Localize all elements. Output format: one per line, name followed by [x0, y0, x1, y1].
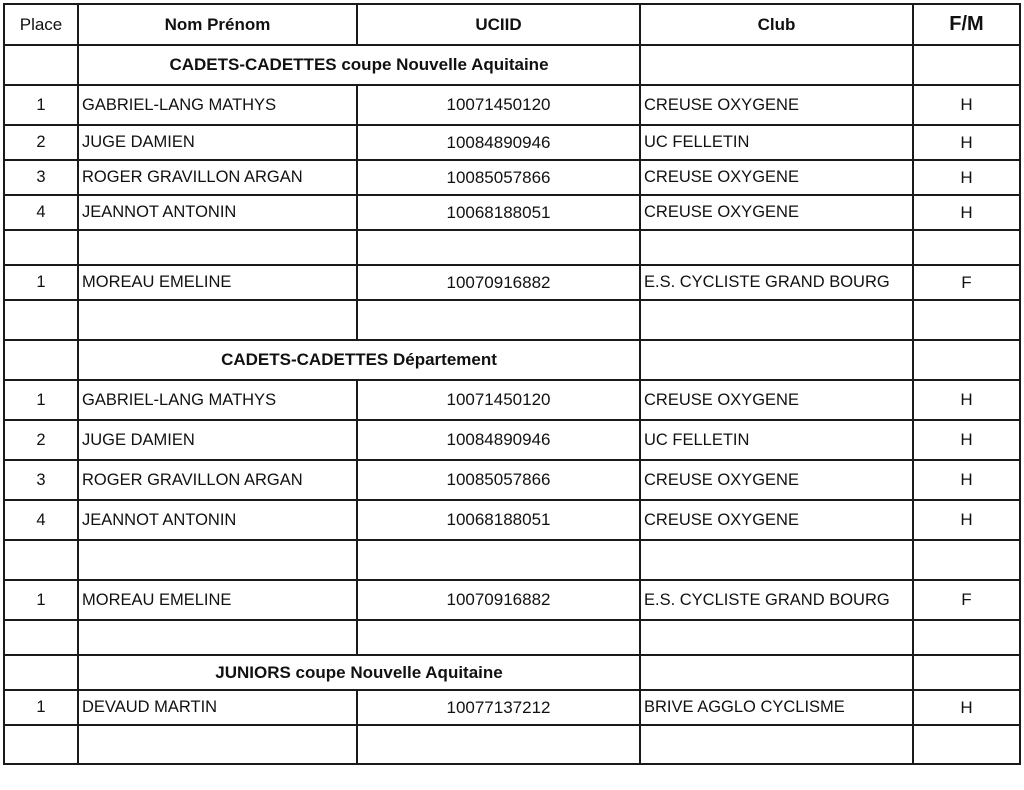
table-row [4, 690, 1020, 725]
table-row [4, 500, 1020, 540]
header-row [4, 4, 1020, 45]
empty-cell [913, 340, 1020, 380]
section-row [4, 45, 1020, 85]
empty-cell [913, 540, 1020, 580]
section-title: JUNIORS coupe Nouvelle Aquitaine [78, 655, 640, 690]
table-row [4, 160, 1020, 195]
column-header-sex: F/M [913, 4, 1020, 45]
empty-cell [640, 620, 913, 655]
empty-cell [913, 655, 1020, 690]
place-cell: 2 [4, 125, 78, 160]
uciid-cell: 10071450120 [357, 380, 640, 420]
uciid-cell: 10070916882 [357, 265, 640, 300]
section-row [4, 655, 1020, 690]
name-cell: JEANNOT ANTONIN [78, 500, 357, 540]
club-cell: CREUSE OXYGENE [640, 380, 913, 420]
empty-cell [640, 340, 913, 380]
table-row [4, 420, 1020, 460]
empty-cell [78, 620, 357, 655]
name-cell: JUGE DAMIEN [78, 125, 357, 160]
uciid-cell: 10084890946 [357, 420, 640, 460]
empty-cell [4, 300, 78, 340]
sex-cell: H [913, 160, 1020, 195]
empty-cell [913, 725, 1020, 764]
column-header-uciid: UCIID [357, 4, 640, 45]
uciid-cell: 10068188051 [357, 195, 640, 230]
sex-cell: F [913, 265, 1020, 300]
club-cell: CREUSE OXYGENE [640, 160, 913, 195]
name-cell: GABRIEL-LANG MATHYS [78, 85, 357, 125]
place-cell: 2 [4, 420, 78, 460]
place-cell: 1 [4, 265, 78, 300]
empty-cell [78, 540, 357, 580]
results-table [3, 3, 1021, 765]
club-cell: UC FELLETIN [640, 420, 913, 460]
table-row [4, 580, 1020, 620]
empty-cell [640, 540, 913, 580]
sex-cell: H [913, 420, 1020, 460]
club-cell: BRIVE AGGLO CYCLISME [640, 690, 913, 725]
empty-cell [78, 300, 357, 340]
name-cell: MOREAU EMELINE [78, 580, 357, 620]
empty-cell [4, 725, 78, 764]
table-row [4, 380, 1020, 420]
table-row [4, 85, 1020, 125]
empty-cell [913, 300, 1020, 340]
table-row [4, 125, 1020, 160]
sex-cell: H [913, 125, 1020, 160]
empty-cell [640, 230, 913, 265]
empty-cell [357, 540, 640, 580]
empty-cell [78, 725, 357, 764]
empty-cell [4, 340, 78, 380]
uciid-cell: 10077137212 [357, 690, 640, 725]
sex-cell: H [913, 500, 1020, 540]
uciid-cell: 10085057866 [357, 160, 640, 195]
table-row [4, 460, 1020, 500]
place-cell: 1 [4, 380, 78, 420]
column-header-name: Nom Prénom [78, 4, 357, 45]
name-cell: DEVAUD MARTIN [78, 690, 357, 725]
blank-row [4, 540, 1020, 580]
place-cell: 1 [4, 580, 78, 620]
uciid-cell: 10085057866 [357, 460, 640, 500]
empty-cell [913, 230, 1020, 265]
empty-cell [4, 230, 78, 265]
sex-cell: H [913, 380, 1020, 420]
empty-cell [357, 230, 640, 265]
empty-cell [4, 45, 78, 85]
results-body [4, 45, 1020, 764]
empty-cell [640, 655, 913, 690]
table-row [4, 195, 1020, 230]
place-cell: 3 [4, 460, 78, 500]
place-cell: 4 [4, 195, 78, 230]
empty-cell [640, 300, 913, 340]
empty-cell [4, 655, 78, 690]
empty-cell [4, 540, 78, 580]
club-cell: E.S. CYCLISTE GRAND BOURG [640, 580, 913, 620]
name-cell: JEANNOT ANTONIN [78, 195, 357, 230]
name-cell: ROGER GRAVILLON ARGAN [78, 460, 357, 500]
name-cell: ROGER GRAVILLON ARGAN [78, 160, 357, 195]
empty-cell [357, 300, 640, 340]
blank-row [4, 300, 1020, 340]
column-header-place: Place [4, 4, 78, 45]
club-cell: CREUSE OXYGENE [640, 195, 913, 230]
section-title: CADETS-CADETTES coupe Nouvelle Aquitaine [78, 45, 640, 85]
table-row [4, 265, 1020, 300]
name-cell: JUGE DAMIEN [78, 420, 357, 460]
name-cell: GABRIEL-LANG MATHYS [78, 380, 357, 420]
empty-cell [357, 725, 640, 764]
club-cell: UC FELLETIN [640, 125, 913, 160]
blank-row [4, 620, 1020, 655]
sex-cell: H [913, 85, 1020, 125]
column-header-club: Club [640, 4, 913, 45]
sex-cell: H [913, 195, 1020, 230]
place-cell: 1 [4, 690, 78, 725]
place-cell: 4 [4, 500, 78, 540]
empty-cell [78, 230, 357, 265]
empty-cell [640, 45, 913, 85]
empty-cell [357, 620, 640, 655]
club-cell: CREUSE OXYGENE [640, 85, 913, 125]
name-cell: MOREAU EMELINE [78, 265, 357, 300]
sex-cell: H [913, 460, 1020, 500]
empty-cell [913, 45, 1020, 85]
sex-cell: H [913, 690, 1020, 725]
club-cell: CREUSE OXYGENE [640, 500, 913, 540]
section-title: CADETS-CADETTES Département [78, 340, 640, 380]
blank-row [4, 725, 1020, 764]
uciid-cell: 10071450120 [357, 85, 640, 125]
place-cell: 1 [4, 85, 78, 125]
place-cell: 3 [4, 160, 78, 195]
uciid-cell: 10084890946 [357, 125, 640, 160]
sex-cell: F [913, 580, 1020, 620]
uciid-cell: 10070916882 [357, 580, 640, 620]
empty-cell [913, 620, 1020, 655]
club-cell: CREUSE OXYGENE [640, 460, 913, 500]
uciid-cell: 10068188051 [357, 500, 640, 540]
club-cell: E.S. CYCLISTE GRAND BOURG [640, 265, 913, 300]
section-row [4, 340, 1020, 380]
empty-cell [640, 725, 913, 764]
blank-row [4, 230, 1020, 265]
empty-cell [4, 620, 78, 655]
